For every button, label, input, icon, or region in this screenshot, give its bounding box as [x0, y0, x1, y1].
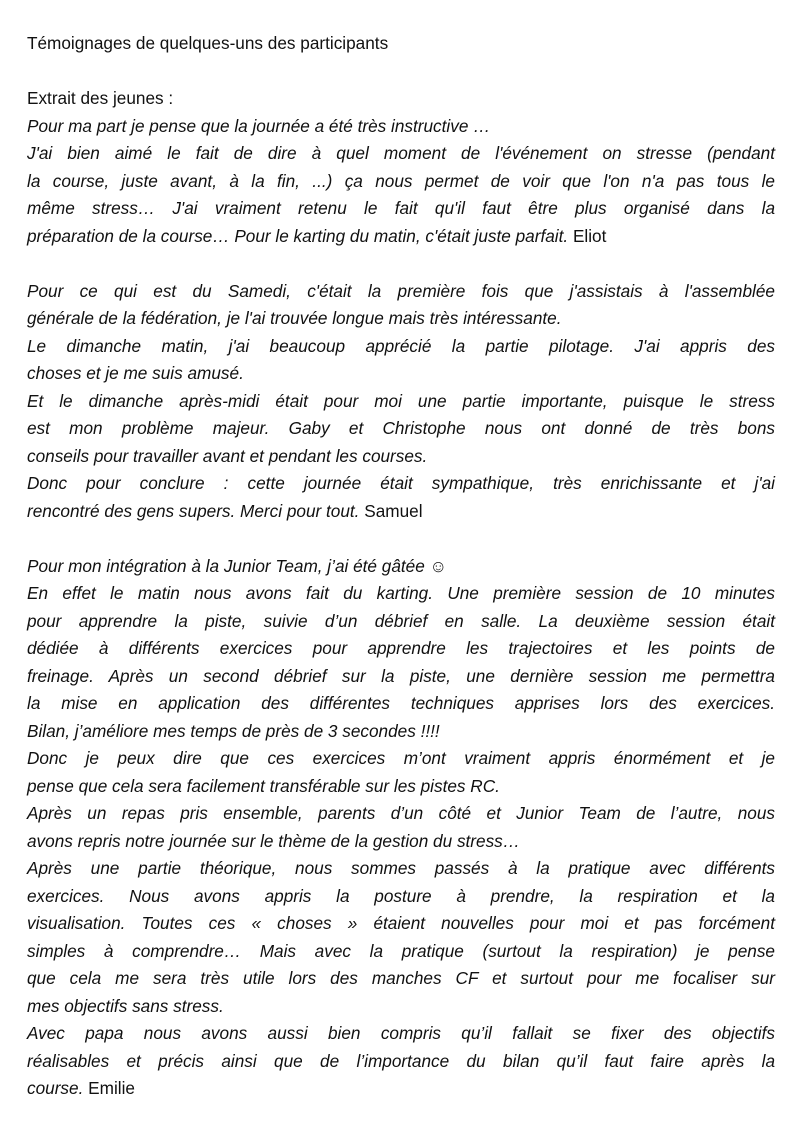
testimonial-text: Après un repas pris ensemble, parents d’un côté et Junior Team de l’autre, nous [27, 803, 775, 823]
testimonial-text: choses et je me suis amusé. [27, 363, 244, 383]
testimonial-text: préparation de la course… Pour le karting du matin, c'était juste parfait. [27, 225, 569, 246]
document-page [27, 30, 775, 1103]
testimonial-text: réalisables et précis ainsi que de l’importance du bilan qu’il faut faire après la [27, 1050, 775, 1071]
testimonial-line [27, 718, 775, 746]
testimonial-author: Emilie [88, 1078, 135, 1098]
testimonial-line [27, 663, 775, 691]
testimonial-text: Donc pour conclure : cette journée était sympathique, très enrichissante et j'ai [27, 473, 775, 493]
testimonial-text: Pour mon intégration à la Junior Team, j’ai été gâtée ☺ [27, 555, 448, 576]
testimonial-text: Et le dimanche après-midi était pour moi une partie importante, puisque le stress [27, 390, 775, 411]
testimonial-line [27, 443, 775, 471]
testimonial-text: avons repris notre journée sur le thème de la gestion du stress… [27, 830, 520, 851]
testimonial-block [27, 113, 775, 251]
testimonial-line [27, 745, 775, 773]
blank-line [27, 58, 775, 86]
testimonial-line [27, 195, 775, 223]
testimonial-line [27, 305, 775, 333]
testimonial-text: mes objectifs sans stress. [27, 995, 224, 1016]
testimonial-line [27, 140, 775, 168]
testimonial-line [27, 580, 775, 608]
testimonial-line [27, 608, 775, 636]
testimonial-line [27, 828, 775, 856]
testimonial-text: course. [27, 1078, 84, 1098]
testimonial-line [27, 883, 775, 911]
testimonial-text: la mise en application des différentes techniques apprises lors des exercices. [27, 693, 775, 713]
testimonial-line [27, 1075, 775, 1103]
testimonial-line [27, 333, 775, 361]
testimonial-author: Eliot [572, 225, 607, 246]
testimonial-text: est mon problème majeur. Gaby et Christophe nous ont donné de très bons [27, 418, 775, 438]
section-heading: Extrait des jeunes : [27, 88, 174, 108]
testimonial-text: En effet le matin nous avons fait du karting. Une première session de 10 minutes [27, 583, 775, 603]
testimonial-line [27, 635, 775, 663]
testimonial-line [27, 223, 775, 251]
blank-line [27, 525, 775, 553]
testimonial-text: Donc je peux dire que ces exercices m’ont vraiment appris énormément et je [27, 748, 775, 768]
document-title: Témoignages de quelques-uns des participants [27, 33, 389, 53]
testimonial-text: conseils pour travailler avant et pendant les courses. [27, 445, 428, 466]
testimonial-author: Samuel [364, 500, 423, 521]
testimonial-line [27, 415, 775, 443]
testimonial-text: Bilan, j’améliore mes temps de près de 3 secondes !!!! [27, 720, 440, 741]
testimonial-text: visualisation. Toutes ces « choses » étaient nouvelles pour moi et pas forcément [27, 913, 775, 933]
testimonial-text: que cela me sera très utile lors des manches CF et surtout pour me focaliser sur [27, 968, 775, 988]
testimonial-line [27, 553, 775, 581]
testimonial-block [27, 553, 775, 1103]
testimonial-text: Le dimanche matin, j'ai beaucoup apprécié la partie pilotage. J'ai appris des [27, 335, 775, 356]
testimonial-text: Pour ma part je pense que la journée a été très instructive … [27, 115, 491, 136]
blank-line [27, 250, 775, 278]
testimonial-text: générale de la fédération, je l'ai trouvée longue mais très intéressante. [27, 308, 562, 328]
testimonial-text: rencontré des gens supers. Merci pour tout. [27, 500, 360, 521]
testimonial-line [27, 470, 775, 498]
testimonial-line [27, 498, 775, 526]
testimonial-line [27, 168, 775, 196]
testimonial-line [27, 993, 775, 1021]
testimonial-line [27, 855, 775, 883]
testimonial-text: freinage. Après un second débrief sur la piste, une dernière session me permettra [27, 665, 775, 686]
testimonial-line [27, 278, 775, 306]
testimonial-text: pour apprendre la piste, suivie d’un débrief en salle. La deuxième session était [27, 610, 775, 631]
testimonial-line [27, 773, 775, 801]
testimonial-text: pense que cela sera facilement transférable sur les pistes RC. [27, 775, 500, 796]
testimonial-line [27, 965, 775, 993]
testimonial-line [27, 113, 775, 141]
testimonial-line [27, 1020, 775, 1048]
testimonial-text: exercices. Nous avons appris la posture à prendre, la respiration et la [27, 885, 775, 906]
testimonial-text: dédiée à différents exercices pour apprendre les trajectoires et les points de [27, 638, 775, 658]
testimonial-text: J'ai bien aimé le fait de dire à quel moment de l'événement on stresse (pendant [27, 143, 775, 163]
testimonial-line [27, 690, 775, 718]
testimonial-line [27, 388, 775, 416]
testimonials-list [27, 113, 775, 1103]
testimonial-line [27, 910, 775, 938]
testimonial-line [27, 800, 775, 828]
testimonial-line [27, 1048, 775, 1076]
testimonial-text: même stress… J'ai vraiment retenu le fait qu'il faut être plus organisé dans la [27, 198, 775, 218]
testimonial-text: la course, juste avant, à la fin, ...) ça nous permet de voir que l'on n'a pas tous le [27, 170, 775, 191]
testimonial-text: Pour ce qui est du Samedi, c'était la première fois que j'assistais à l'assemblée [27, 280, 775, 301]
testimonial-text: simples à comprendre… Mais avec la pratique (surtout la respiration) je pense [27, 940, 775, 961]
testimonial-line [27, 360, 775, 388]
testimonial-line [27, 938, 775, 966]
testimonial-text: Avec papa nous avons aussi bien compris qu’il fallait se fixer des objectifs [27, 1023, 775, 1043]
testimonial-text: Après une partie théorique, nous sommes passés à la pratique avec différents [27, 858, 775, 878]
testimonial-block [27, 278, 775, 526]
